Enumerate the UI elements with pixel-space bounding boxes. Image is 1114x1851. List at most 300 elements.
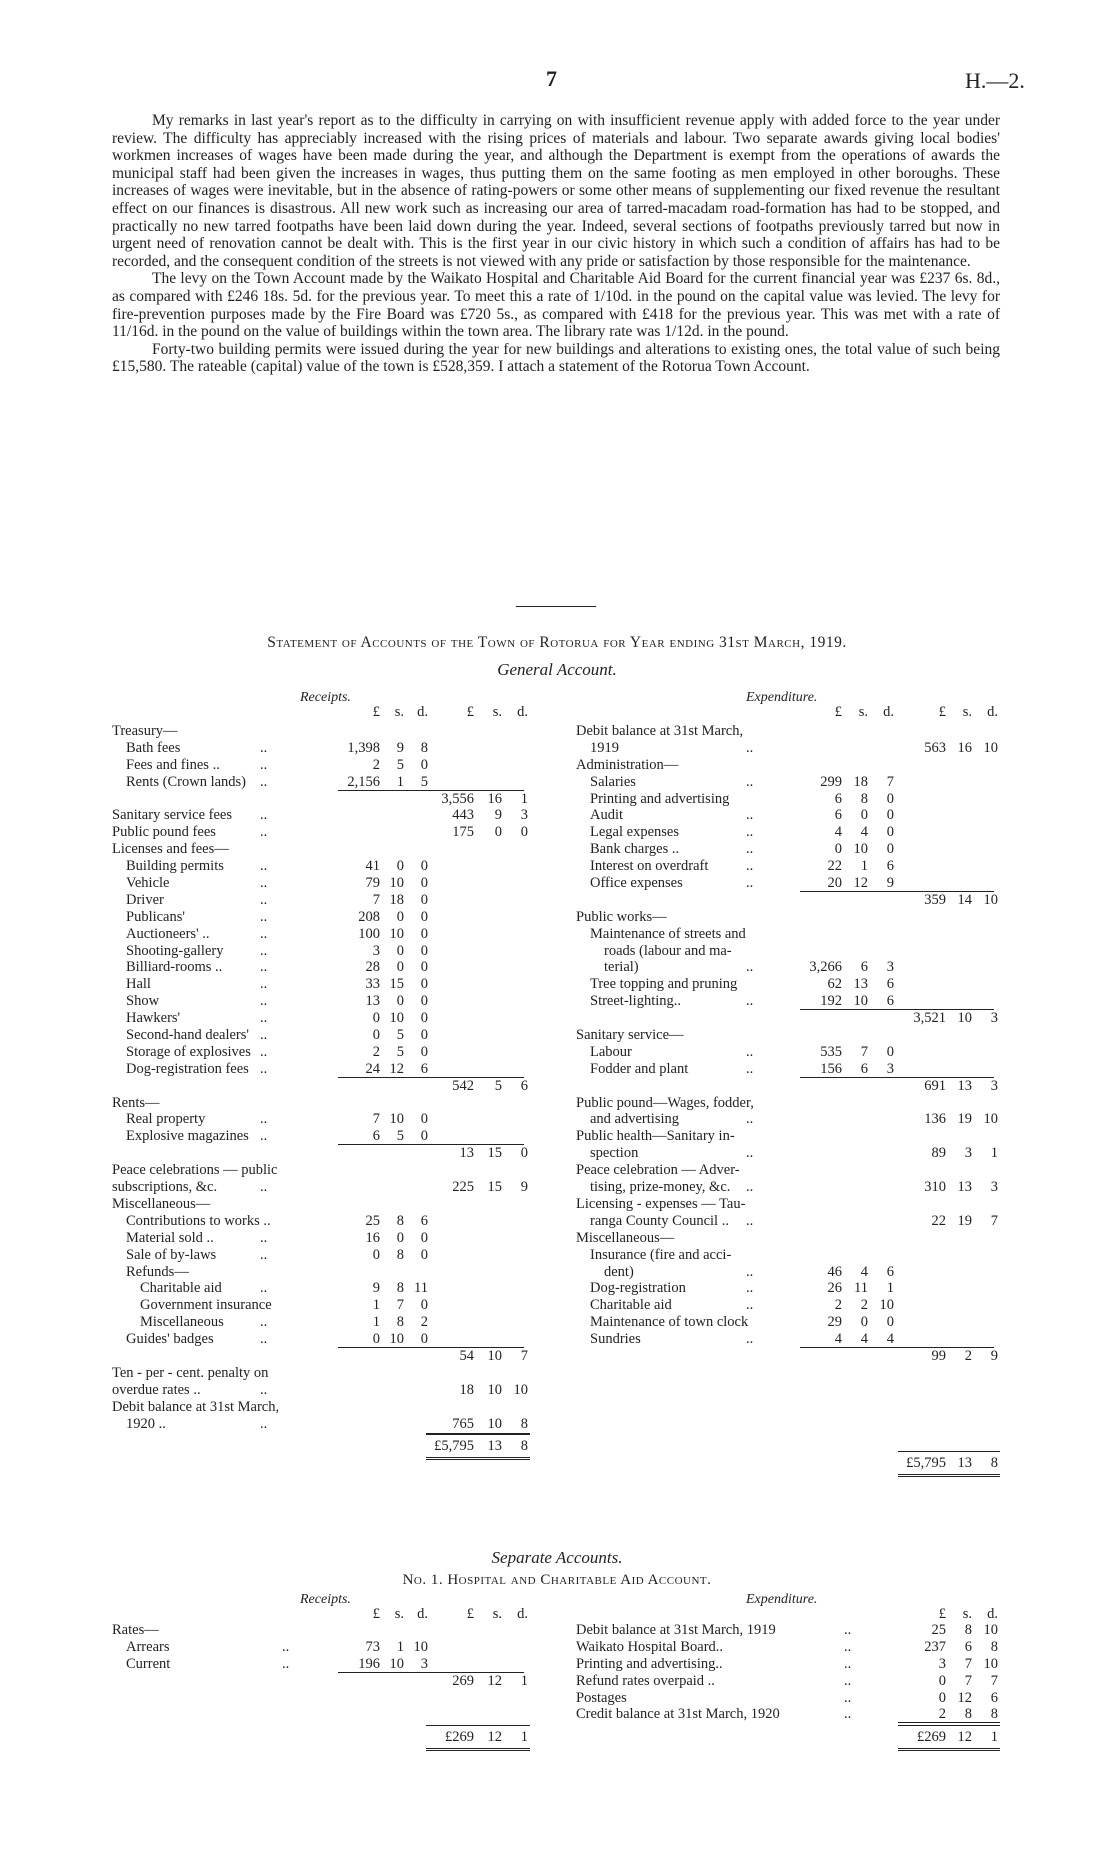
ledger-row bbox=[576, 1706, 1006, 1723]
amount-pence: 7 bbox=[990, 1212, 998, 1229]
ledger-row bbox=[576, 875, 1006, 892]
amount-pounds: 99 bbox=[931, 1347, 946, 1364]
amount-pounds: 269 bbox=[452, 1672, 474, 1689]
amount-pence: 8 bbox=[520, 1438, 528, 1455]
amount-shillings: 7 bbox=[396, 1297, 404, 1314]
ledger-label: Credit balance at 31st March, 1920 bbox=[576, 1706, 780, 1723]
amount-shillings: 18 bbox=[853, 773, 868, 790]
ledger-label: Peace celebrations — public bbox=[112, 1162, 278, 1179]
amount-pence: 0 bbox=[420, 1246, 428, 1263]
ledger-row bbox=[112, 1128, 552, 1145]
ledger-label: 1920 .. bbox=[126, 1415, 166, 1432]
ledger-row bbox=[112, 841, 552, 858]
amount-shillings: 15 bbox=[487, 1179, 502, 1196]
ledger-row bbox=[112, 1027, 552, 1044]
total-double-rule bbox=[898, 1748, 1000, 1751]
amount-pounds: 156 bbox=[820, 1060, 842, 1077]
ledger-row bbox=[576, 959, 1006, 976]
amount-shillings: 1 bbox=[396, 1638, 404, 1655]
amount-pence: 10 bbox=[983, 739, 998, 756]
ledger-row bbox=[576, 1314, 1006, 1331]
ledger-label: Public works— bbox=[576, 908, 667, 925]
amount-pounds: 29 bbox=[827, 1314, 842, 1331]
amount-pence: 3 bbox=[520, 807, 528, 824]
ledger-row bbox=[112, 858, 552, 875]
amount-shillings: 0 bbox=[494, 824, 502, 841]
amount-shillings: 5 bbox=[396, 1128, 404, 1145]
total-double-rule bbox=[898, 1474, 1000, 1477]
ledger-row bbox=[576, 1044, 1006, 1061]
amount-pounds: 6 bbox=[372, 1128, 380, 1145]
pence-head: d. bbox=[417, 704, 428, 720]
amount-pence: 0 bbox=[420, 1027, 428, 1044]
amount-pence: 8 bbox=[990, 1455, 998, 1472]
amount-pence: 3 bbox=[886, 1060, 894, 1077]
hospital-expenditure-table bbox=[576, 1622, 1006, 1746]
amount-pounds: 359 bbox=[924, 891, 946, 908]
ledger-label: Public health—Sanitary in- bbox=[576, 1128, 735, 1145]
amount-shillings: 15 bbox=[487, 1145, 502, 1162]
leader-dots: .. bbox=[260, 1027, 268, 1044]
ledger-row bbox=[112, 1010, 552, 1027]
ledger-row bbox=[576, 1348, 1006, 1365]
ledger-row bbox=[576, 1690, 1006, 1707]
ledger-row bbox=[576, 1416, 1006, 1433]
ledger-row bbox=[576, 757, 1006, 774]
ledger-label: Treasury— bbox=[112, 723, 178, 739]
amount-pounds: 192 bbox=[820, 993, 842, 1010]
amount-pounds: 4 bbox=[834, 824, 842, 841]
amount-pence: 3 bbox=[990, 1179, 998, 1196]
amount-pence: 6 bbox=[886, 1263, 894, 1280]
amount-pence: 6 bbox=[420, 1060, 428, 1077]
ledger-label: Dog-registration fees bbox=[126, 1060, 249, 1077]
amount-pence: 10 bbox=[413, 1638, 428, 1655]
ledger-row bbox=[112, 1179, 552, 1196]
pence-head: d. bbox=[517, 704, 528, 720]
amount-shillings: 0 bbox=[396, 942, 404, 959]
ledger-label: Miscellaneous bbox=[140, 1314, 224, 1331]
leader-dots: .. bbox=[746, 1043, 754, 1060]
amount-pounds: 4 bbox=[834, 1331, 842, 1348]
amount-pounds: 535 bbox=[820, 1043, 842, 1060]
statement-title: Statement of Accounts of the Town of Rotorua for Year ending 31st March, 1919. bbox=[267, 634, 847, 651]
amount-pounds: 100 bbox=[358, 925, 380, 942]
ledger-label: Explosive magazines bbox=[126, 1128, 249, 1145]
leader-dots: .. bbox=[746, 875, 754, 892]
leader-dots: .. bbox=[260, 993, 268, 1010]
amount-pounds: £269 bbox=[917, 1729, 946, 1746]
amount-pounds: £5,795 bbox=[434, 1438, 474, 1455]
amount-pence: 0 bbox=[520, 1145, 528, 1162]
ledger-row bbox=[112, 1280, 552, 1297]
amount-pence: 3 bbox=[420, 1655, 428, 1672]
ledger-label: Guides' badges bbox=[126, 1331, 214, 1348]
amount-pounds: 2 bbox=[372, 1043, 380, 1060]
ledger-row bbox=[112, 1438, 552, 1455]
leader-dots: .. bbox=[260, 1010, 268, 1027]
amount-pence: 3 bbox=[990, 1010, 998, 1027]
total-top-rule bbox=[426, 1725, 530, 1726]
amount-shillings: 15 bbox=[389, 976, 404, 993]
amount-shillings: 10 bbox=[853, 841, 868, 858]
amount-pounds: 7 bbox=[372, 1111, 380, 1128]
amount-pounds: 443 bbox=[452, 807, 474, 824]
amount-shillings: 13 bbox=[957, 1077, 972, 1094]
ledger-row bbox=[576, 1622, 1006, 1639]
amount-pounds: 41 bbox=[365, 858, 380, 875]
ledger-row bbox=[112, 993, 552, 1010]
amount-pounds: 3,521 bbox=[913, 1010, 946, 1027]
amount-pounds: 299 bbox=[820, 773, 842, 790]
leader-dots: .. bbox=[746, 993, 754, 1010]
amount-pounds: 691 bbox=[924, 1077, 946, 1094]
amount-pence: 0 bbox=[420, 1128, 428, 1145]
leader-dots: .. bbox=[844, 1622, 852, 1638]
pound-head: £ bbox=[938, 704, 946, 720]
ledger-row bbox=[112, 892, 552, 909]
receipts-table bbox=[112, 723, 552, 1455]
ledger-row bbox=[112, 1196, 552, 1213]
amount-shillings: 8 bbox=[396, 1246, 404, 1263]
amount-pence: 8 bbox=[990, 1638, 998, 1655]
ledger-label: Miscellaneous— bbox=[576, 1229, 675, 1246]
amount-shillings: 10 bbox=[389, 875, 404, 892]
amount-pounds: 225 bbox=[452, 1179, 474, 1196]
ledger-label: Insurance (fire and acci- bbox=[590, 1246, 732, 1263]
ledger-row bbox=[576, 1264, 1006, 1281]
amount-pounds: 24 bbox=[365, 1060, 380, 1077]
amount-pounds: 6 bbox=[834, 807, 842, 824]
leader-dots: .. bbox=[746, 1331, 754, 1348]
amount-shillings: 12 bbox=[389, 1060, 404, 1077]
leader-dots: .. bbox=[260, 959, 268, 976]
amount-pounds: 0 bbox=[834, 841, 842, 858]
leader-dots: .. bbox=[844, 1672, 852, 1689]
amount-pence: 0 bbox=[420, 993, 428, 1010]
amount-pence: 0 bbox=[886, 1043, 894, 1060]
ledger-row bbox=[112, 791, 552, 808]
ledger-row bbox=[576, 976, 1006, 993]
amount-shillings: 0 bbox=[860, 807, 868, 824]
ledger-row bbox=[112, 1061, 552, 1078]
amount-pence: 11 bbox=[414, 1280, 428, 1297]
leader-dots: .. bbox=[746, 1212, 754, 1229]
amount-pounds: 6 bbox=[834, 790, 842, 807]
amount-pence: 3 bbox=[990, 1077, 998, 1094]
ledger-row bbox=[576, 1027, 1006, 1044]
ledger-label: Storage of explosives bbox=[126, 1043, 251, 1060]
report-text bbox=[112, 112, 1000, 376]
ledger-row bbox=[576, 1639, 1006, 1656]
leader-dots: .. bbox=[260, 1331, 268, 1348]
ledger-label: Labour bbox=[590, 1043, 632, 1060]
ledger-label: Show bbox=[126, 993, 160, 1010]
leader-dots: .. bbox=[260, 1043, 268, 1060]
amount-pence: 10 bbox=[513, 1381, 528, 1398]
ledger-label: Charitable aid bbox=[140, 1280, 222, 1297]
amount-shillings: 0 bbox=[396, 858, 404, 875]
amount-pence: 1 bbox=[520, 790, 528, 807]
amount-pence: 0 bbox=[420, 976, 428, 993]
ledger-row bbox=[576, 943, 1006, 960]
ledger-row bbox=[576, 1656, 1006, 1673]
ledger-label: Peace celebration — Adver- bbox=[576, 1162, 740, 1179]
amount-shillings: 10 bbox=[957, 1010, 972, 1027]
amount-pounds: 1,398 bbox=[347, 739, 380, 756]
ledger-label: Salaries bbox=[590, 773, 636, 790]
expenditure-heading: Expenditure. bbox=[746, 690, 818, 705]
amount-pounds: 3 bbox=[372, 942, 380, 959]
ledger-row bbox=[112, 943, 552, 960]
amount-pounds: 1 bbox=[372, 1314, 380, 1331]
ledger-row bbox=[576, 723, 1006, 740]
total-top-rule bbox=[898, 1725, 1000, 1726]
amount-pounds: 22 bbox=[931, 1212, 946, 1229]
amount-shillings: 13 bbox=[853, 976, 868, 993]
ledger-label: Interest on overdraft bbox=[590, 858, 709, 875]
paragraph: Forty-two building permits were issued during the year for new buildings and alterations to existing ones, the total value of such being £15,580. The rateable (capital) value of the town is £528,359. I attach a statement of the Rotorua Town Account. bbox=[112, 340, 1000, 376]
hospital-receipts-heading: Receipts. bbox=[300, 1592, 351, 1607]
ledger-label: Rents— bbox=[112, 1094, 160, 1111]
leader-dots: .. bbox=[260, 1179, 268, 1196]
amount-shillings: 0 bbox=[396, 959, 404, 976]
ledger-label: Refund rates overpaid .. bbox=[576, 1672, 715, 1689]
ledger-row bbox=[112, 1622, 552, 1639]
leader-dots: .. bbox=[746, 739, 754, 756]
pence-head: d. bbox=[417, 1606, 428, 1622]
ledger-row bbox=[576, 1213, 1006, 1230]
ledger-row bbox=[112, 1078, 552, 1095]
ledger-label: Shooting-gallery bbox=[126, 942, 224, 959]
amount-pence: 6 bbox=[886, 976, 894, 993]
amount-shillings: 3 bbox=[964, 1145, 972, 1162]
amount-pounds: 0 bbox=[372, 1246, 380, 1263]
ledger-row bbox=[112, 926, 552, 943]
leader-dots: .. bbox=[260, 942, 268, 959]
ledger-row bbox=[112, 1044, 552, 1061]
amount-pounds: 3 bbox=[938, 1655, 946, 1672]
shilling-head: s. bbox=[492, 1606, 502, 1622]
ledger-label: Bank charges .. bbox=[590, 841, 680, 858]
ledger-label: spection bbox=[590, 1145, 639, 1162]
amount-pounds: 9 bbox=[372, 1280, 380, 1297]
total-double-rule bbox=[426, 1457, 530, 1460]
ledger-label: Second-hand dealers' bbox=[126, 1027, 249, 1044]
amount-pounds: 25 bbox=[931, 1622, 946, 1638]
amount-pounds: 0 bbox=[372, 1010, 380, 1027]
amount-shillings: 10 bbox=[389, 1010, 404, 1027]
amount-pence: 1 bbox=[520, 1729, 528, 1746]
amount-shillings: 10 bbox=[487, 1381, 502, 1398]
amount-shillings: 10 bbox=[853, 993, 868, 1010]
amount-shillings: 9 bbox=[494, 807, 502, 824]
amount-shillings: 2 bbox=[860, 1297, 868, 1314]
ledger-row bbox=[576, 791, 1006, 808]
ledger-label: Miscellaneous— bbox=[112, 1195, 211, 1212]
amount-shillings: 8 bbox=[396, 1314, 404, 1331]
amount-pence: 6 bbox=[990, 1689, 998, 1706]
amount-pence: 4 bbox=[886, 1331, 894, 1348]
leader-dots: .. bbox=[260, 875, 268, 892]
amount-shillings: 16 bbox=[957, 739, 972, 756]
amount-pence: 10 bbox=[983, 1622, 998, 1638]
leader-dots: .. bbox=[746, 1111, 754, 1128]
ledger-label: Sundries bbox=[590, 1331, 641, 1348]
amount-pounds: 175 bbox=[452, 824, 474, 841]
amount-pence: 6 bbox=[420, 1212, 428, 1229]
ledger-row bbox=[112, 1348, 552, 1365]
amount-pence: 0 bbox=[420, 1111, 428, 1128]
amount-shillings: 8 bbox=[396, 1280, 404, 1297]
amount-pounds: 25 bbox=[365, 1212, 380, 1229]
ledger-row bbox=[576, 774, 1006, 791]
amount-pence: 10 bbox=[983, 1111, 998, 1128]
ledger-label: and advertising bbox=[590, 1111, 679, 1128]
ledger-row bbox=[112, 757, 552, 774]
amount-pounds: 1 bbox=[372, 1297, 380, 1314]
amount-pounds: 2 bbox=[372, 756, 380, 773]
ledger-row bbox=[576, 1179, 1006, 1196]
amount-pence: 8 bbox=[990, 1706, 998, 1723]
leader-dots: .. bbox=[746, 1179, 754, 1196]
expenditure-column-heads bbox=[576, 704, 1006, 724]
ledger-row bbox=[112, 1145, 552, 1162]
amount-pence: 0 bbox=[886, 807, 894, 824]
amount-pence: 8 bbox=[420, 739, 428, 756]
leader-dots: .. bbox=[260, 739, 268, 756]
hospital-account-title: No. 1. Hospital and Charitable Aid Account. bbox=[402, 1572, 712, 1588]
ledger-label: Street-lighting.. bbox=[590, 993, 682, 1010]
amount-pence: 0 bbox=[420, 891, 428, 908]
ledger-row bbox=[112, 1095, 552, 1112]
ledger-row bbox=[576, 1111, 1006, 1128]
pound-head: £ bbox=[372, 704, 380, 720]
amount-pence: 9 bbox=[520, 1179, 528, 1196]
amount-pence: 9 bbox=[990, 1347, 998, 1364]
amount-pence: 0 bbox=[886, 824, 894, 841]
amount-shillings: 4 bbox=[860, 1263, 868, 1280]
ledger-label: tising, prize-money, &c. bbox=[590, 1179, 731, 1196]
leader-dots: .. bbox=[260, 1128, 268, 1145]
ledger-label: Hall bbox=[126, 976, 151, 993]
ledger-row bbox=[112, 1673, 552, 1690]
amount-pounds: 196 bbox=[358, 1655, 380, 1672]
ledger-row bbox=[112, 909, 552, 926]
amount-pounds: 46 bbox=[827, 1263, 842, 1280]
ledger-row bbox=[576, 841, 1006, 858]
amount-pence: 7 bbox=[520, 1347, 528, 1364]
leader-dots: .. bbox=[746, 773, 754, 790]
ledger-label: Legal expenses bbox=[590, 824, 679, 841]
amount-pounds: 0 bbox=[372, 1027, 380, 1044]
shilling-head: s. bbox=[962, 704, 972, 720]
ledger-row bbox=[576, 1145, 1006, 1162]
amount-pounds: 563 bbox=[924, 739, 946, 756]
amount-pounds: 2 bbox=[834, 1297, 842, 1314]
ledger-row bbox=[112, 1331, 552, 1348]
ledger-row bbox=[112, 1690, 552, 1707]
ledger-row bbox=[112, 1365, 552, 1382]
leader-dots: .. bbox=[260, 1381, 268, 1398]
section-divider bbox=[516, 606, 596, 607]
ledger-label: Publicans' bbox=[126, 908, 185, 925]
amount-shillings: 2 bbox=[964, 1347, 972, 1364]
ledger-label: Auctioneers' .. bbox=[126, 925, 210, 942]
amount-pounds: 13 bbox=[365, 993, 380, 1010]
ledger-label: Contributions to works .. bbox=[126, 1212, 271, 1229]
ledger-label: Sale of by-laws bbox=[126, 1246, 217, 1263]
amount-shillings: 4 bbox=[860, 824, 868, 841]
ledger-row bbox=[576, 1432, 1006, 1449]
amount-pence: 7 bbox=[886, 773, 894, 790]
amount-shillings: 5 bbox=[396, 1027, 404, 1044]
ledger-row bbox=[576, 1078, 1006, 1095]
ledger-row bbox=[112, 723, 552, 740]
page-number: 7 bbox=[546, 66, 557, 91]
ledger-row bbox=[576, 1399, 1006, 1416]
leader-dots: .. bbox=[260, 1415, 268, 1432]
amount-shillings: 19 bbox=[957, 1212, 972, 1229]
ledger-row bbox=[112, 1729, 552, 1746]
leader-dots: .. bbox=[746, 1060, 754, 1077]
ledger-label: Debit balance at 31st March, 1919 bbox=[576, 1622, 776, 1638]
ledger-label: roads (labour and ma- bbox=[604, 942, 732, 959]
hospital-receipts-table bbox=[112, 1622, 552, 1746]
amount-pence: 1 bbox=[990, 1729, 998, 1746]
amount-shillings: 7 bbox=[964, 1672, 972, 1689]
ledger-row bbox=[112, 1399, 552, 1416]
paragraph: The levy on the Town Account made by the Waikato Hospital and Charitable Aid Board for the current financial year was £237 6s. 8d., as compared with £246 18s. 5d. for the previous year. To meet this a rate of 1/10d. in the pound on the capital value was levied. The levy for fire-prevention purposes made by the Fire Board was £720 5s., as compared with £418 for the previous year. This was met with a rate of 11/16d. in the pound on the value of buildings within the town area. The library rate was 1/12d. in the pound. bbox=[112, 270, 1000, 341]
total-double-rule bbox=[426, 1748, 530, 1751]
ledger-label: 1919 bbox=[590, 739, 619, 756]
total-top-rule bbox=[426, 1434, 530, 1435]
ledger-label: Printing and advertising bbox=[590, 790, 730, 807]
amount-pence: 0 bbox=[420, 756, 428, 773]
ledger-row bbox=[576, 1162, 1006, 1179]
amount-shillings: 10 bbox=[389, 1111, 404, 1128]
ledger-label: Administration— bbox=[576, 756, 679, 773]
total-rule bbox=[426, 1433, 530, 1434]
amount-shillings: 12 bbox=[957, 1689, 972, 1706]
ledger-label: terial) bbox=[604, 959, 639, 976]
amount-pounds: 62 bbox=[827, 976, 842, 993]
amount-pounds: 20 bbox=[827, 875, 842, 892]
amount-pence: 0 bbox=[420, 1297, 428, 1314]
shilling-head: s. bbox=[858, 704, 868, 720]
ledger-row bbox=[112, 740, 552, 757]
ledger-label: Billiard-rooms .. bbox=[126, 959, 223, 976]
amount-pence: 0 bbox=[420, 1043, 428, 1060]
shilling-head: s. bbox=[962, 1606, 972, 1622]
ledger-row bbox=[576, 1331, 1006, 1348]
amount-shillings: 1 bbox=[396, 773, 404, 790]
amount-pence: 7 bbox=[990, 1672, 998, 1689]
ledger-row bbox=[576, 824, 1006, 841]
amount-shillings: 6 bbox=[860, 959, 868, 976]
amount-shillings: 18 bbox=[389, 891, 404, 908]
total-top-rule bbox=[898, 1451, 1000, 1452]
page-reference: H.—2. bbox=[965, 68, 1025, 93]
leader-dots: .. bbox=[260, 1060, 268, 1077]
ledger-label: Waikato Hospital Board.. bbox=[576, 1638, 724, 1655]
hospital-expenditure-heading: Expenditure. bbox=[746, 1592, 818, 1607]
ledger-row bbox=[576, 1297, 1006, 1314]
pound-head: £ bbox=[834, 704, 842, 720]
ledger-row bbox=[576, 1382, 1006, 1399]
amount-shillings: 6 bbox=[964, 1638, 972, 1655]
ledger-row bbox=[576, 1280, 1006, 1297]
